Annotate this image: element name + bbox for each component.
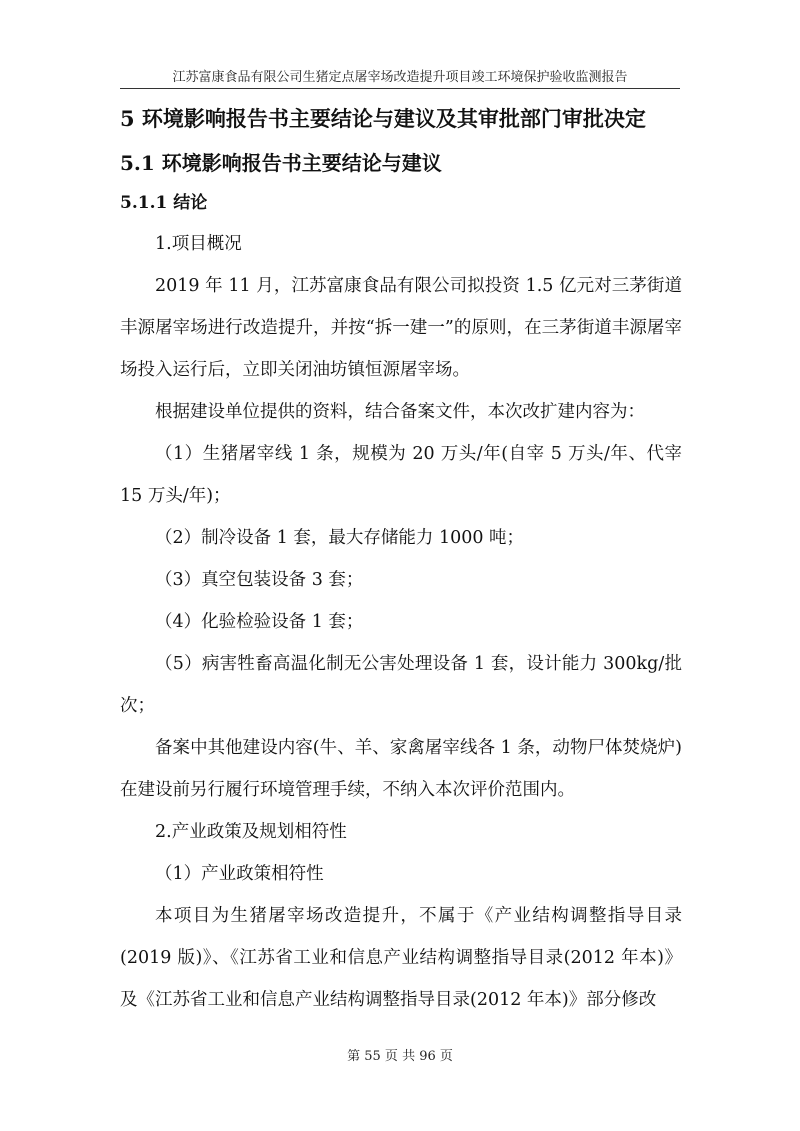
paragraph-excluded-scope: 备案中其他建设内容(牛、羊、家禽屠宰线各 1 条，动物尸体焚烧炉)在建设前另行履行环境管理手续，不纳入本次评价范围内。	[120, 738, 682, 800]
paragraph-project-overview-title: 1.项目概况	[155, 234, 242, 254]
list-item-vacuum-packaging: （3）真空包装设备 3 套；	[155, 570, 364, 590]
section-heading: 5 环境影响报告书主要结论与建议及其审批部门审批决定	[120, 106, 646, 131]
subsubsection-heading: 5.1.1 结论	[120, 193, 208, 213]
header-divider	[120, 88, 680, 89]
paragraph-policy-title: 2.产业政策及规划相符性	[155, 822, 347, 842]
running-header: 江苏富康食品有限公司生猪定点屠宰场改造提升项目竣工环境保护验收监测报告	[172, 70, 628, 85]
list-item-slaughter-line: （1）生猪屠宰线 1 条，规模为 20 万头/年(自宰 5 万头/年、代宰 15 万头/年)；	[120, 444, 682, 506]
page-content	[120, 95, 682, 1021]
subsection-heading: 5.1 环境影响报告书主要结论与建议	[120, 151, 442, 175]
list-item-lab-testing: （4）化验检验设备 1 套；	[155, 612, 364, 632]
paragraph-industry-policy-body: 本项目为生猪屠宰场改造提升，不属于《产业结构调整指导目录(2019 版)》、《江苏省工业和信息产业结构调整指导目录(2012 年本)》及《江苏省工业和信息产业结构调整指导目录(2012 年本)》部分修改	[120, 906, 682, 1010]
page-number: 第 55 页 共 96 页	[347, 1049, 453, 1064]
list-item-refrigeration: （2）制冷设备 1 套，最大存储能力 1000 吨；	[155, 528, 525, 548]
paragraph-scope-intro: 根据建设单位提供的资料，结合备案文件，本次改扩建内容为：	[155, 402, 645, 422]
paragraph-industry-policy-subtitle: （1）产业政策相符性	[155, 864, 324, 884]
paragraph-investment: 2019 年 11 月，江苏富康食品有限公司拟投资 1.5 亿元对三茅街道丰源屠宰场进行改造提升，并按“拆一建一”的原则，在三茅街道丰源屠宰场投入运行后，立即关闭油坊镇恒源屠宰场。	[120, 276, 682, 380]
list-item-rendering-equipment: （5）病害牲畜高温化制无公害处理设备 1 套，设计能力 300kg/批次；	[120, 654, 682, 716]
